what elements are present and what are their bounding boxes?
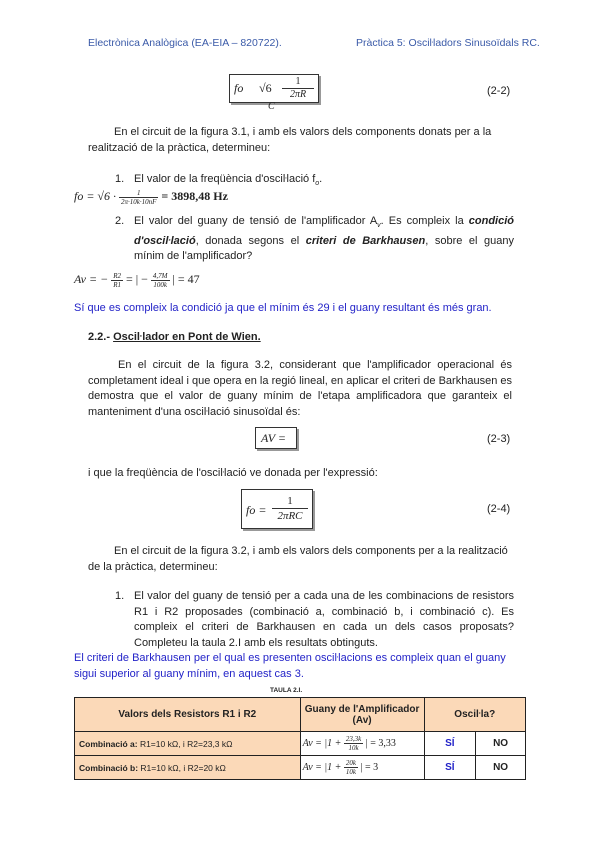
row-a-gain-num: 23,3k <box>345 735 362 743</box>
item-1-text: El valor de la freqüència d'osciŀlació f <box>134 173 316 185</box>
calc1-num: 1 <box>119 189 158 198</box>
item-2-t1: El valor del guany de tensió de l'amplificador A <box>134 215 378 227</box>
row-b-label-text: Combinació b: <box>79 762 139 773</box>
item-2-em1: condició d'osciŀlació <box>134 215 514 247</box>
row-a-gain-frac <box>344 735 363 752</box>
item-2-t3: , donada segons el <box>195 234 306 247</box>
calc2-n2: 4,7M <box>152 271 168 280</box>
eq24-number: (2-4) <box>487 503 511 515</box>
equation-2-2 <box>229 74 319 103</box>
item-2-t4: , sobre el guany mínim de l'amplificador? <box>134 234 514 263</box>
eq22-number: (2-2) <box>487 85 511 97</box>
header-right: Pràctica 5: Osciŀladors Sinusoïdals RC. <box>356 37 540 49</box>
table-caption: TAULA 2.I. <box>270 687 303 694</box>
calc1-rhs: = 3898,48 Hz <box>161 189 228 203</box>
row-a-yes: SÍ <box>424 732 476 756</box>
calc2-n1: R2 <box>113 271 121 280</box>
calc-2 <box>74 268 200 290</box>
row-b-gain-pre: Av = |1 + <box>302 761 342 773</box>
section-title: Osciŀlador en Pont de Wien. <box>113 331 261 343</box>
eq22-below: C <box>268 101 275 112</box>
row-b-gain-post: | = 3 <box>360 761 379 773</box>
calc2-rhs: | = 47 <box>172 272 200 286</box>
calc2-d1: R1 <box>113 280 121 289</box>
item-2 <box>134 214 514 265</box>
paragraph-3: i que la freqüència de l'osciŀlació ve donada per l'expressió: <box>88 467 378 479</box>
paragraph-2: En el circuit de la figura 3.2, considerant que l'amplificador operacional és completament ideal i que opera en la regió lineal, en aplicar el criteri de Barkhausen es demostra que el valor de guany mínim de l'etapa amplificadora que garanteix el manteniment d'una osciŀlació sinusoïdal és: <box>88 359 512 418</box>
row-b-yes: SÍ <box>424 756 476 780</box>
calc-1 <box>74 186 228 206</box>
calc2-frac1 <box>111 272 123 289</box>
calc2-d2: 100k <box>153 280 168 289</box>
row-b-gain-frac <box>344 759 358 776</box>
th-gain: Guany de l'Amplificador (Av) <box>300 698 424 732</box>
eq22-rad: √6 <box>259 81 272 95</box>
table-2-1 <box>74 697 526 780</box>
equation-2-4 <box>241 489 313 529</box>
eq24-fraction <box>272 494 308 523</box>
row-b-gain-den: 10k <box>345 768 356 776</box>
eq24-lhs: fo = <box>246 503 267 517</box>
row-a-gain-pre: Av = |1 + <box>302 737 342 749</box>
header-left: Electrònica Analògica (EA-EIA – 820722). <box>88 37 282 49</box>
row-a-gain-post: | = 3,33 <box>365 737 396 749</box>
section-heading <box>88 330 261 346</box>
eq22-den: 2πR <box>289 89 307 100</box>
item-1-number: 1. <box>115 173 125 185</box>
calc2-lhs: Av = − <box>74 272 109 286</box>
row-a-label-text: Combinació a: <box>79 738 138 749</box>
item-3-number: 1. <box>115 590 125 602</box>
th-resistors: Valors dels Resistors R1 i R2 <box>75 698 301 732</box>
item-2-em2: criteri de Barkhausen <box>305 234 426 247</box>
calc2-mid: = | − <box>125 272 148 286</box>
eq22-fraction <box>282 76 314 101</box>
calc1-lhs: fo = √6 · <box>74 189 117 203</box>
paragraph-1: En el circuit de la figura 3.1, i amb els valors dels components donats per a la realització de la pràctica, determineu: <box>88 126 492 154</box>
eq23-lhs: AV = <box>261 431 286 445</box>
item-1-sub: o <box>315 180 320 188</box>
item-2-number: 2. <box>115 215 125 227</box>
row-a-values: R1=10 kΩ, i R2=23,3 kΩ <box>139 738 233 749</box>
row-b-gain <box>300 756 424 780</box>
table-row <box>75 756 526 780</box>
answer-2: El criteri de Barkhausen per el qual es presenten osciŀlacions es compleix quan el guany sigui superior al guany mínim, en aquest cas 3. <box>74 652 506 680</box>
th-oscillates: Osciŀla? <box>424 698 525 732</box>
row-a-label <box>75 732 301 756</box>
equation-2-3 <box>255 427 297 449</box>
eq23-number: (2-3) <box>487 433 511 445</box>
calc2-frac2 <box>151 272 170 289</box>
eq22-num: 1 <box>282 76 314 89</box>
eq24-den: 2πRC <box>277 510 303 522</box>
row-b-values: R1=10 kΩ, i R2=20 kΩ <box>140 762 226 773</box>
calc1-den: 2π·10k·10nF <box>121 197 157 206</box>
eq24-num: 1 <box>272 494 308 509</box>
row-a-no: NO <box>476 732 526 756</box>
row-b-label <box>75 756 301 780</box>
row-b-gain-num: 20k <box>345 759 356 767</box>
section-number: 2.2.- <box>88 331 111 343</box>
item-1-end: . <box>319 173 323 185</box>
table-row <box>75 732 526 756</box>
item-3: El valor del guany de tensió per a cada una de les combinacions de resistors R1 i R2 proposades (combinació a, combinació b, i combinació c). Es compleix el criteri de Barkhausen en cada un dels casos proposats? Completeu la taula 2.I amb els resultats obtinguts. <box>134 590 514 649</box>
row-a-gain <box>300 732 424 756</box>
item-2-t2: . Es compleix la <box>380 215 469 227</box>
row-b-no: NO <box>476 756 526 780</box>
calc1-fraction <box>119 189 158 206</box>
paragraph-4: En el circuit de la figura 3.2, i amb els valors dels components per a la realització de la pràctica, determineu: <box>88 545 508 573</box>
eq22-lhs: fo <box>234 81 244 95</box>
answer-1: Sí que es compleix la condició ja que el mínim és 29 i el guany resultant és més gran. <box>74 302 492 314</box>
item-2-sub: v <box>377 222 381 230</box>
row-a-gain-den: 10k <box>348 744 359 752</box>
